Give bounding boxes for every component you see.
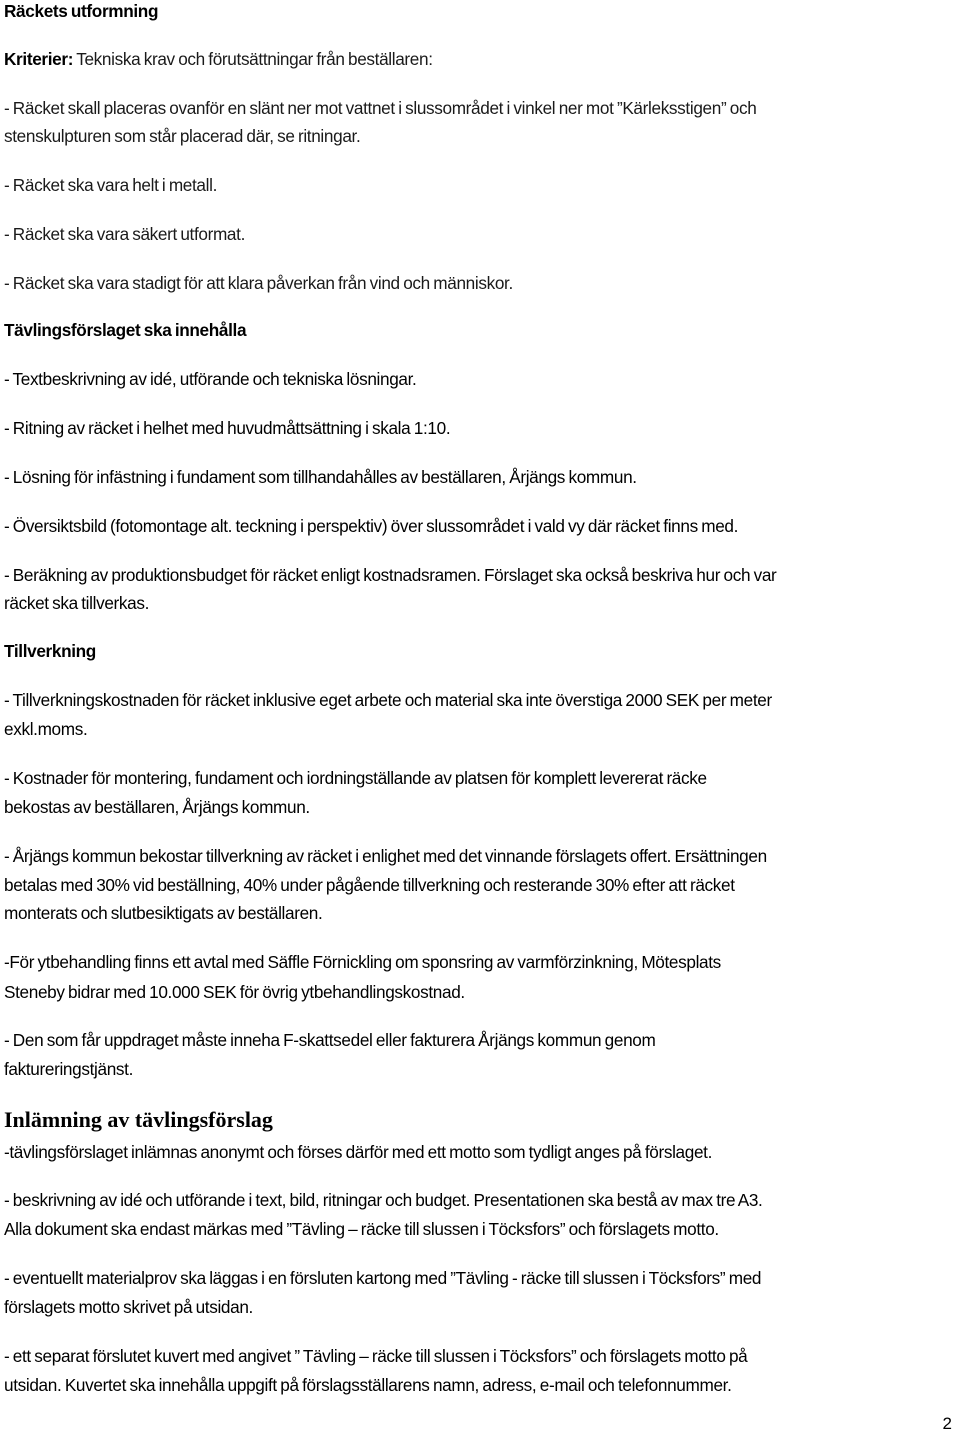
proposal-item: - Textbeskrivning av idé, utförande och tekniska lösningar.	[4, 369, 417, 389]
submission-item: Alla dokument ska endast märkas med ”Tävling – räcke till slussen i Töcksfors” och förslagets motto.	[4, 1219, 719, 1239]
manufacturing-item: - Tillverkningskostnaden för räcket inklusive eget arbete och material ska inte överstiga 2000 SEK per meter	[4, 690, 772, 710]
manufacturing-item: - Den som får uppdraget måste inneha F-skattsedel eller fakturera Årjängs kommun genom	[4, 1030, 656, 1050]
proposal-item: - Beräkning av produktionsbudget för räcket enligt kostnadsramen. Förslaget ska också beskriva hur och var	[4, 565, 777, 585]
page-number: 2	[942, 1414, 952, 1433]
criteria-label: Kriterier:	[4, 49, 74, 69]
proposal-item: - Lösning för infästning i fundament som tillhandahålles av beställaren, Årjängs kommun.	[4, 467, 637, 487]
submission-item: - beskrivning av idé och utförande i text, bild, ritningar och budget. Presentationen ska bestå av max tre A3.	[4, 1190, 763, 1210]
submission-item: - ett separat förslutet kuvert med angivet ” Tävling – räcke till slussen i Töcksfors” och förslagets motto på	[4, 1346, 748, 1366]
manufacturing-item: Steneby bidrar med 10.000 SEK för övrig ytbehandlingskostnad.	[4, 982, 465, 1002]
manufacturing-item: monterats och slutbesiktigats av beställaren.	[4, 903, 323, 923]
criteria-item: - Räcket ska vara stadigt för att klara påverkan från vind och människor.	[4, 273, 513, 293]
submission-item: förslagets motto skrivet på utsidan.	[4, 1297, 253, 1317]
manufacturing-item: -För ytbehandling finns ett avtal med Säffle Förnickling om sponsring av varmförzinkning, Mötesplats	[4, 952, 721, 972]
manufacturing-item: - Årjängs kommun bekostar tillverkning av räcket i enlighet med det vinnande förslagets offert. Ersättningen	[4, 846, 767, 866]
manufacturing-title: Tillverkning	[4, 641, 96, 661]
proposal-item: räcket ska tillverkas.	[4, 593, 150, 613]
manufacturing-item: - Kostnader för montering, fundament och iordningställande av platsen för komplett levererat räcke	[4, 768, 707, 788]
criteria-item: - Räcket skall placeras ovanför en slänt ner mot vattnet i slussområdet i vinkel ner mot ”Kärleksstigen” och	[4, 98, 757, 118]
section-heading: Räckets utformning	[4, 1, 159, 21]
criteria-line	[4, 49, 433, 69]
manufacturing-item: exkl.moms.	[4, 719, 88, 739]
submission-title: Inlämning av tävlingsförslag	[4, 1107, 273, 1132]
criteria-item: - Räcket ska vara helt i metall.	[4, 175, 218, 195]
submission-item: - eventuellt materialprov ska läggas i en försluten kartong med ”Tävling - räcke till slussen i Töcksfors” med	[4, 1268, 762, 1288]
proposal-item: - Ritning av räcket i helhet med huvudmåttsättning i skala 1:10.	[4, 418, 451, 438]
criteria-item: - Räcket ska vara säkert utformat.	[4, 224, 245, 244]
manufacturing-item: betalas med 30% vid beställning, 40% under pågående tillverkning och resterande 30% efter att räcket	[4, 875, 735, 895]
submission-item: utsidan. Kuvertet ska innehålla uppgift på förslagsställarens namn, adress, e-mail och telefonnummer.	[4, 1375, 732, 1395]
manufacturing-item: bekostas av beställaren, Årjängs kommun.	[4, 797, 310, 817]
manufacturing-item: faktureringstjänst.	[4, 1059, 134, 1079]
proposal-item: - Översiktsbild (fotomontage alt. teckning i perspektiv) över slussområdet i vald vy där räcket finns med.	[4, 516, 739, 536]
criteria-item: stenskulpturen som står placerad där, se ritningar.	[4, 126, 361, 146]
proposal-title: Tävlingsförslaget ska innehålla	[4, 320, 247, 340]
submission-item: -tävlingsförslaget inlämnas anonymt och förses därför med ett motto som tydligt anges på förslaget.	[4, 1142, 713, 1162]
criteria-text: Tekniska krav och förutsättningar från beställaren:	[73, 49, 433, 69]
